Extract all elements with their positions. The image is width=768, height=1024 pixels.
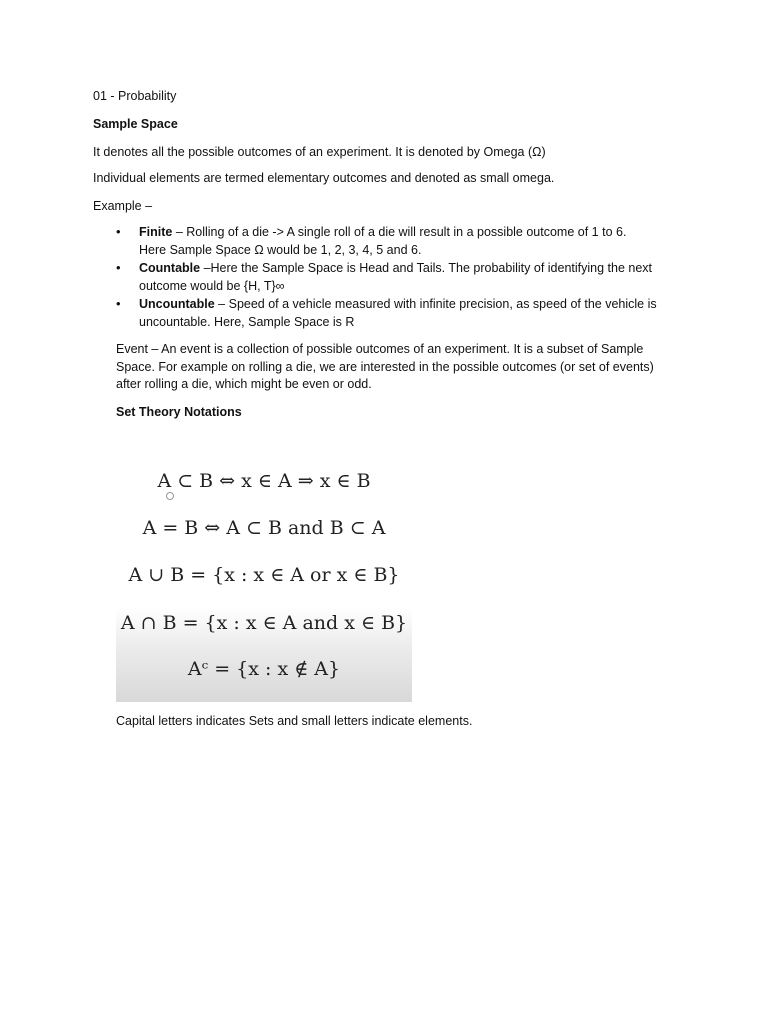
sample-space-heading: Sample Space: [93, 117, 178, 131]
term-countable: Countable: [139, 261, 201, 275]
countable-desc-line1: –Here the Sample Space is Head and Tails. The probability of identifying the next: [200, 261, 653, 275]
finite-desc-line2: Here Sample Space Ω would be 1, 2, 3, 4, 5 and 6.: [139, 243, 422, 257]
list-item-countable: [116, 259, 676, 295]
example-label: Example –: [93, 199, 153, 213]
formula-union: A ∪ B = {x : x ∈ A or x ∈ B}: [128, 564, 400, 586]
set-notation-figure: [116, 452, 412, 702]
set-theory-heading: Set Theory Notations: [116, 405, 242, 419]
cursor-mark-icon: [166, 492, 174, 500]
event-definition: Event – An event is a collection of possible outcomes of an experiment. It is a subset of Sample Space. For example on rolling a die, we are interested in the possible outcomes (or set of events) after rolling a die, which might be even or odd.: [116, 342, 654, 391]
formula-subset: A ⊂ B ⇔ x ∈ A ⇒ x ∈ B: [157, 470, 371, 492]
uncountable-desc-line2: uncountable. Here, Sample Space is R: [139, 315, 355, 329]
bullet-icon: •: [116, 296, 121, 311]
closing-note: Capital letters indicates Sets and small letters indicate elements.: [116, 714, 473, 728]
term-uncountable: Uncountable: [139, 297, 215, 311]
formula-equality: A = B ⇔ A ⊂ B and B ⊂ A: [142, 517, 386, 539]
example-list: [116, 223, 676, 331]
formula-complement: Aᶜ = {x : x ∉ A}: [187, 658, 341, 680]
bullet-icon: •: [116, 260, 121, 275]
list-item-finite: [116, 223, 676, 259]
term-finite: Finite: [139, 225, 173, 239]
bullet-icon: •: [116, 224, 121, 239]
document-heading: 01 - Probability: [93, 89, 177, 103]
uncountable-desc-line1: – Speed of a vehicle measured with infinite precision, as speed of the vehicle is: [214, 297, 657, 311]
sample-space-definition: It denotes all the possible outcomes of an experiment. It is denoted by Omega (Ω): [93, 145, 546, 159]
finite-desc-line1: – Rolling of a die -> A single roll of a die will result in a possible outcome of 1 to 6.: [172, 225, 627, 239]
countable-desc-line2: outcome would be {H, T}∞: [139, 279, 285, 293]
list-item-uncountable: [116, 295, 676, 331]
elementary-outcomes-text: Individual elements are termed elementary outcomes and denoted as small omega.: [93, 171, 555, 185]
formula-intersection: A ∩ B = {x : x ∈ A and x ∈ B}: [120, 612, 408, 634]
